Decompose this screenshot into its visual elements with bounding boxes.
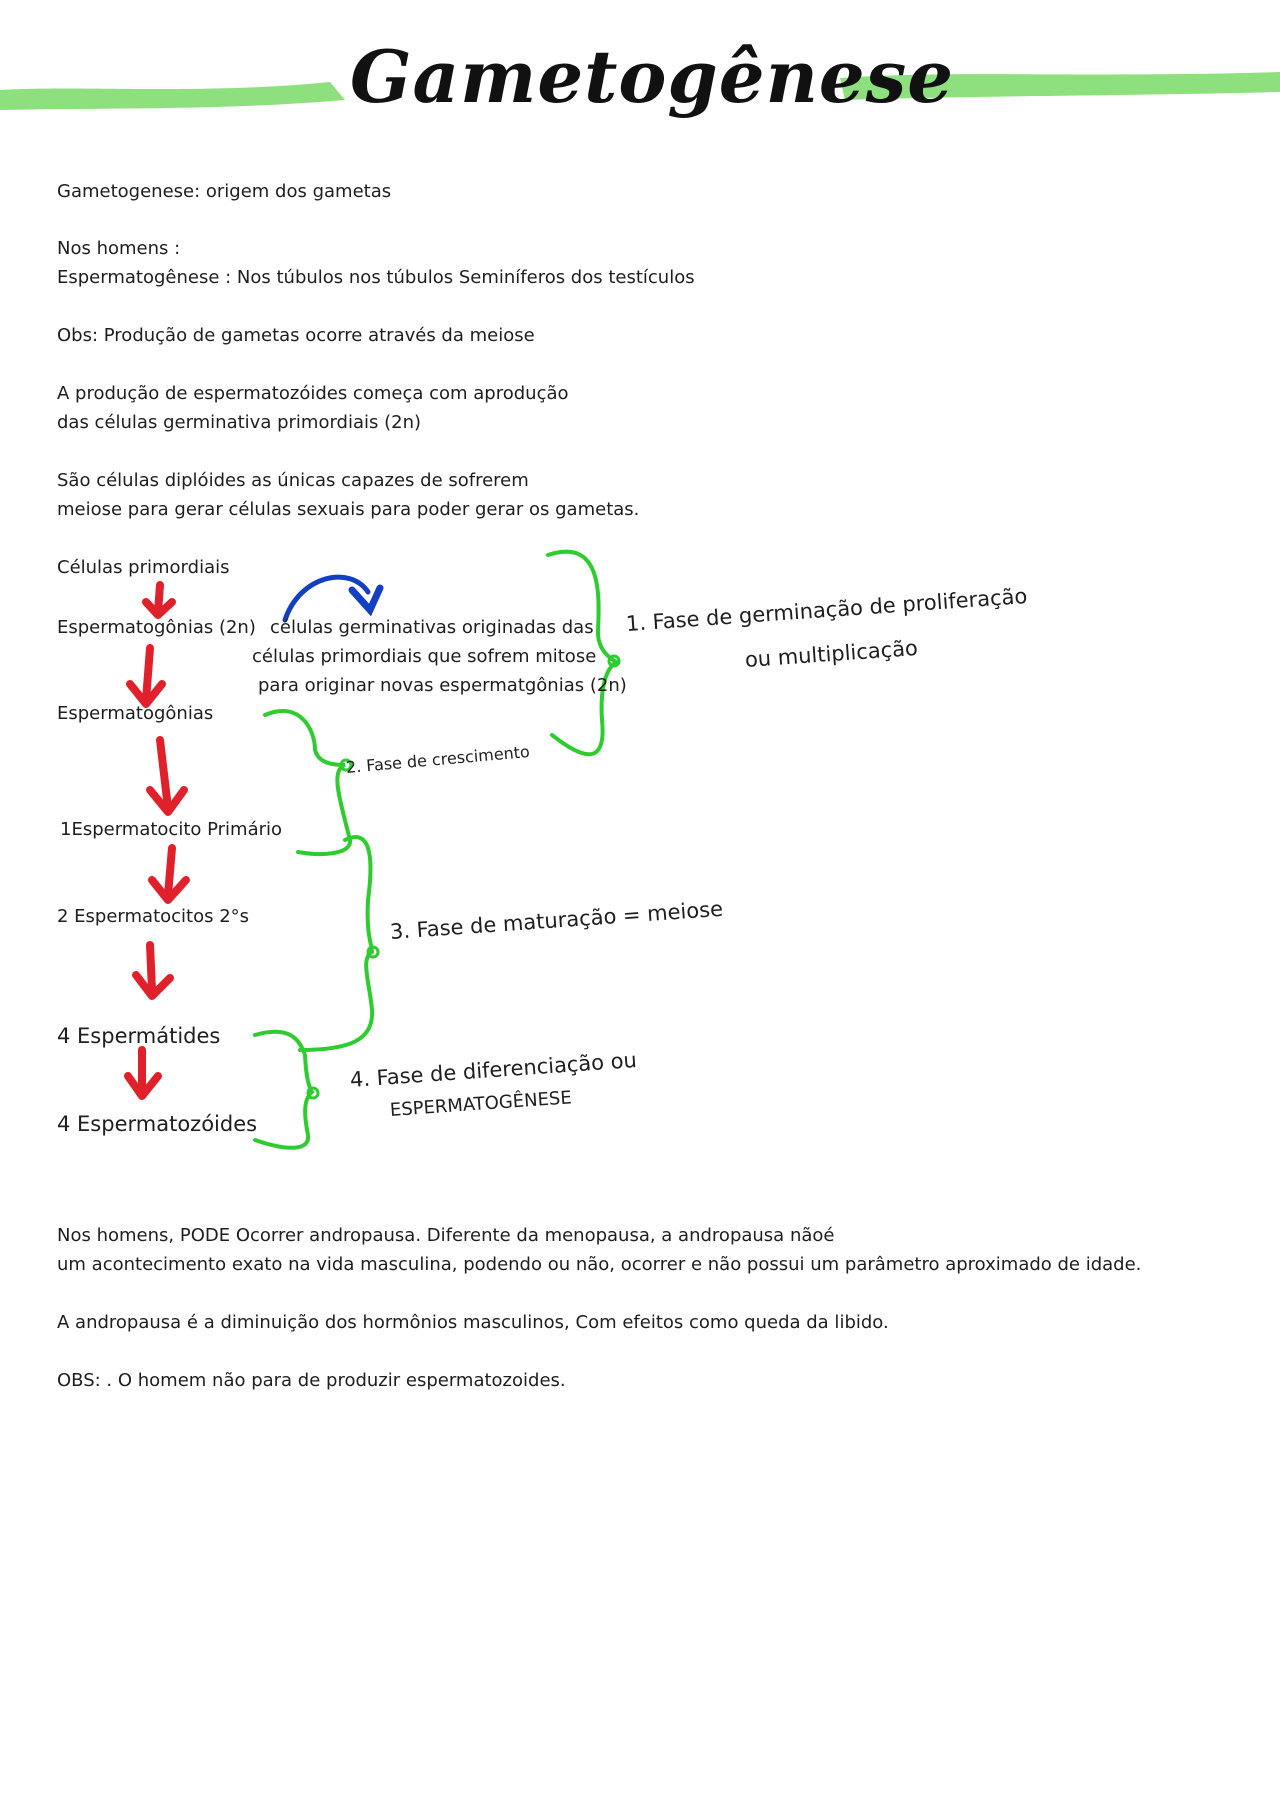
intro-line-6: das células germinativa primordiais (2n): [57, 412, 422, 433]
flow-step-5: 2 Espermatocitos 2°s: [57, 906, 250, 927]
flow-step-3: Espermatogônias: [57, 703, 214, 724]
highlight-left: [0, 82, 345, 110]
intro-line-4: Obs: Produção de gametas ocorre através da meiose: [57, 325, 535, 346]
flow-step-7: 4 Espermatozóides: [57, 1112, 258, 1136]
arrow-1: [146, 585, 172, 615]
arrow-6: [128, 1050, 158, 1096]
phase-3-label: 3. Fase de maturação = meiose: [389, 896, 724, 944]
page-title: Gametogênese: [350, 34, 955, 119]
intro-line-2: Nos homens :: [57, 238, 181, 259]
intro-line-7: São células diplóides as únicas capazes de sofrerem: [57, 470, 529, 491]
blue-arrow: [285, 577, 380, 620]
arrow-5: [136, 945, 170, 996]
phase-1-line-2: ou multiplicação: [744, 635, 919, 672]
outro-line-3: A andropausa é a diminuição dos hormônios masculinos, Com efeitos como queda da libido.: [57, 1312, 889, 1333]
flow-step-6: 4 Espermátides: [57, 1024, 221, 1048]
note-line-2: células primordiais que sofrem mitose: [252, 646, 597, 667]
brace-4: [255, 1032, 312, 1148]
phase-4-line-1: 4. Fase de diferenciação ou: [349, 1047, 638, 1092]
outro-line-4: OBS: . O homem não para de produzir espermatozoides.: [57, 1370, 566, 1391]
note-line-3: para originar novas espermatgônias (2n): [258, 675, 627, 696]
brace-3: [300, 837, 372, 1050]
flow-step-4: 1Espermatocito Primário: [60, 819, 283, 840]
arrow-3: [150, 740, 184, 812]
arrow-2: [130, 648, 162, 704]
phase-1-line-1: 1. Fase de germinação de proliferação: [625, 583, 1028, 636]
phase-2-label: 2. Fase de crescimento: [345, 741, 531, 777]
arrow-4: [152, 848, 186, 900]
flow-step-1: Células primordiais: [57, 557, 230, 578]
outro-line-1: Nos homens, PODE Ocorrer andropausa. Diferente da menopausa, a andropausa nãoé: [57, 1225, 835, 1246]
outro-line-2: um acontecimento exato na vida masculina, podendo ou não, ocorrer e não possui um parâmetro aproximado de idade.: [57, 1254, 1142, 1275]
intro-line-8: meiose para gerar células sexuais para poder gerar os gametas.: [57, 499, 640, 520]
phase-4-line-2: ESPERMATOGÊNESE: [389, 1087, 573, 1121]
intro-line-5: A produção de espermatozóides começa com aprodução: [57, 383, 569, 404]
intro-line-1: Gametogenese: origem dos gametas: [57, 181, 392, 202]
note-line-1: células germinativas originadas das: [270, 617, 594, 638]
flow-step-2: Espermatogônias (2n): [57, 617, 256, 638]
intro-line-3: Espermatogênese : Nos túbulos nos túbulos Seminíferos dos testículos: [57, 267, 695, 288]
